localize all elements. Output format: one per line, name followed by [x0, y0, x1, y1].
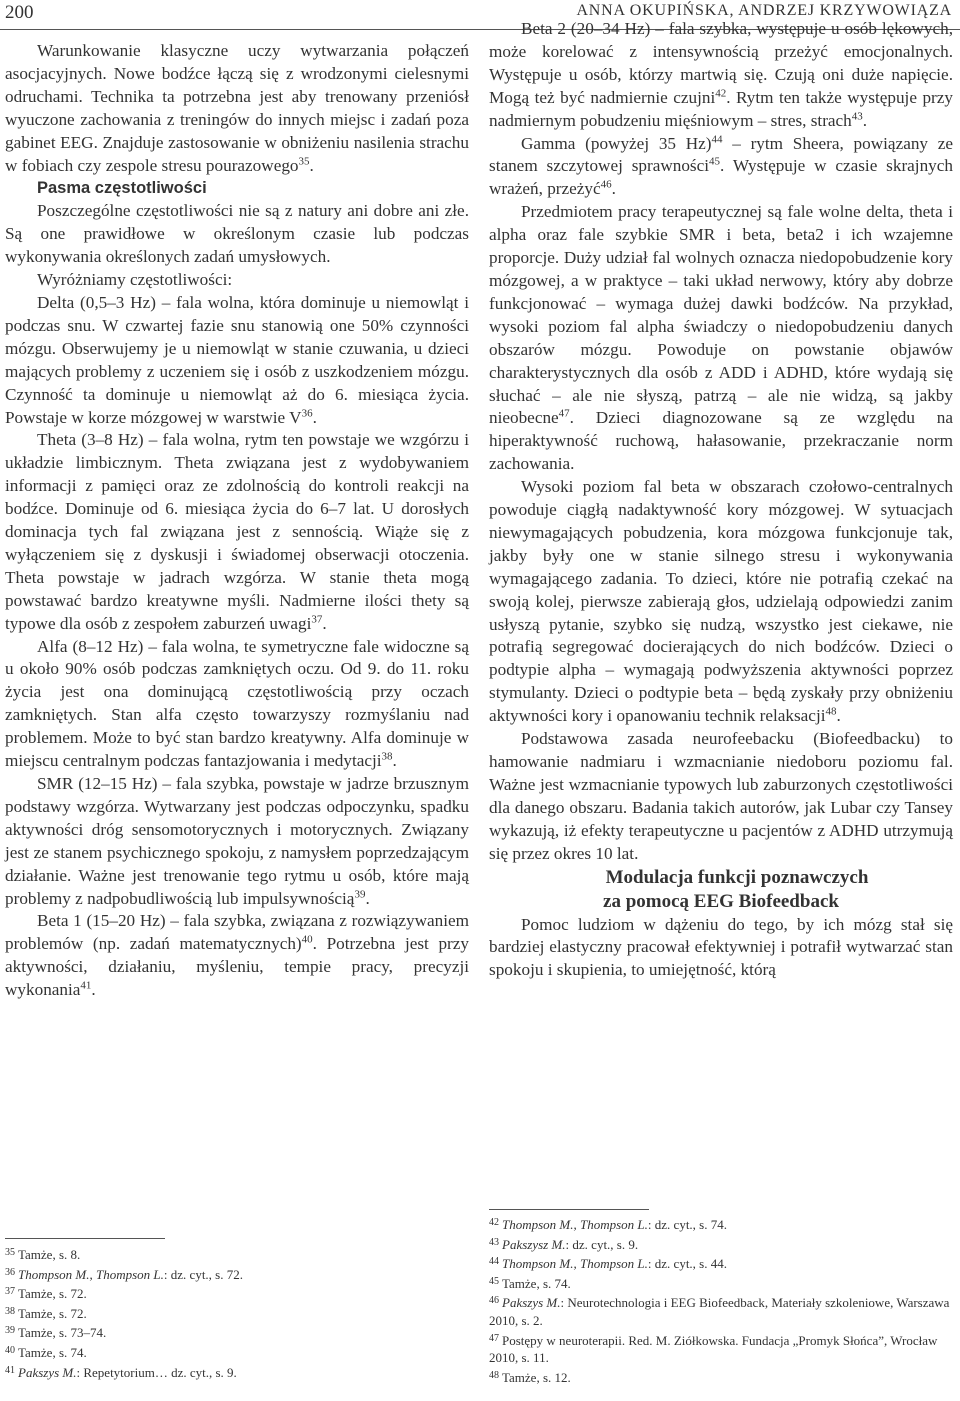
footnote — [489, 1234, 954, 1254]
footnote-ref[interactable]: 45 — [709, 155, 721, 168]
footnote-text: Tamże, s. 74. — [18, 1344, 87, 1360]
footnote-text: Tamże, s. 74. — [502, 1275, 571, 1291]
footnote-ref[interactable]: 37 — [311, 612, 323, 625]
footnote-number: 48 — [489, 1369, 499, 1381]
paragraph: Gamma (powyżej 35 Hz)$^{44}$ – rytm Sheera, powiązany ze stanem szczytowej sprawności$^{45}$. Występuje w czasie skrajnych wrażeń, przeżyć$^{46}$. — [489, 132, 953, 199]
footnote — [5, 1362, 455, 1382]
footnote — [489, 1253, 954, 1273]
footnote — [5, 1264, 455, 1284]
section-heading: Pasma częstotliwości — [37, 179, 207, 198]
footnote-text: : dz. cyt., s. 72. — [163, 1266, 243, 1282]
footnote — [5, 1244, 455, 1264]
footnote — [489, 1367, 954, 1387]
footnotes-right — [489, 1214, 954, 1386]
footnote-number: 39 — [5, 1325, 15, 1337]
paragraph: Theta (3–8 Hz) – fala wolna, rytm ten powstaje we wzgórzu i układzie limbicznym. Theta związana jest z wydobywaniem informacji z pamięci oraz ze zdolnością do kontroli reakcji na bodźce. Dominuje od 6. miesiąca życia do 6–7 lat. U dorosłych dominacja tych fal związana jest z sennością. Wiąże się z wyłączeniem się z dyskusji i świadomej obserwacji otoczenia. Theta powstaje w jadrach wzgórza. W stanie theta mogą powstawać bardzo kreatywne myśli. Nadmierne ilości thety są typowe dla osób z zespołem zaburzeń uwagi$^{37}$. — [5, 430, 469, 633]
footnote-author: Pakszys M. — [18, 1364, 77, 1380]
footnote-number: 44 — [489, 1256, 499, 1268]
footnote-text: Postępy w neuroterapii. Red. M. Ziółkowska. Fundacja „Promyk Słońca”, Wrocław 2010, s. 11. — [489, 1332, 938, 1366]
footnote-number: 43 — [489, 1236, 499, 1248]
footnote-number: 36 — [5, 1266, 15, 1278]
footnote-rule — [489, 1209, 649, 1210]
paragraph: Przedmiotem pracy terapeutycznej są fale wolne delta, theta i alpha oraz fale szybkie SMR i beta, beta2 i ich wzajemne proporcje. Duży udział fal wolnych oznacza niedopobudzenie kory mózgowej, a w praktyce – taki układ nerwowy, który aby dobrze funkcjonować – wymaga dużej dawki bodźców. Na przykład, wysoki poziom fal alpha świadczy o niedopobudzeniu danych obszarów mózgu. Powoduje on powstanie objawów charakterystycznych dla osób z ADD i ADHD, które wydają się słuchać – ale nie słyszą, patrzą – ale nie widzą, są jakby nieobecne$^{47}$. Dzieci diagnozowane są ze względu na hiperaktywność ruchową, hałasowanie, przekraczanie norm zachowania. — [489, 202, 953, 474]
footnote-text: : dz. cyt., s. 74. — [647, 1217, 727, 1232]
footnote-text: Tamże, s. 12. — [502, 1369, 571, 1385]
footnote-text: : dz. cyt., s. 44. — [647, 1256, 727, 1272]
footnote-rule — [5, 1238, 165, 1239]
paragraph: SMR (12–15 Hz) – fala szybka, powstaje w jadrze brzusznym podstawy wzgórza. Wytwarzany jest podczas odpoczynku, spadku aktywności dróg sensomotorycznych i motorycznych. Związany jest ze stanem psychicznego spokoju, z namysłem poprzedzającym działanie. Ważne jest trenowanie tego rytmu u osób, które mają problemy z nadpobudliwością lub impulsywnością$^{39}$. — [5, 774, 469, 908]
footnote-number: 47 — [489, 1332, 499, 1344]
footnote-number: 42 — [489, 1217, 499, 1228]
paragraph: Wysoki poziom fal beta w obszarach czołowo-centralnych powoduje ciągłą nadaktywność kory mózgowej. W sytuacjach niewymagających pobudzenia, kora mózgowa funkcjonuje tak, jakby były one w stanie silnego stresu i wykonywania wymagającego zadania. To dzieci, które nie potrafią czekać na swoją kolej, pierwsze zabierają głos, udzielają odpowiedzi zanim usłyszą pytanie, szybko się nudzą, wszystko jest ciekawe, nie potrafią segregować docierających do nich bodźców. Dzieci o podtypie alpha – wymagają podwyższenia aktywności poprzez stymulanty. Dzieci o podtypie beta – będą zyskały przy obniżeniu aktywności kory i opanowaniu technik relaksacji$^{48}$. — [489, 477, 953, 726]
footnote-ref[interactable]: 42 — [715, 86, 727, 99]
footnote-ref[interactable]: 44 — [711, 132, 723, 145]
page-number: 200 — [5, 2, 34, 23]
footnote-text: : dz. cyt., s. 9. — [565, 1236, 639, 1252]
footnote-number: 46 — [489, 1295, 499, 1307]
footnote-number: 40 — [5, 1344, 15, 1356]
footnote-text: Tamże, s. 72. — [18, 1305, 87, 1321]
footnote — [5, 1342, 455, 1362]
footnote — [489, 1292, 954, 1329]
footnote-text: Tamże, s. 8. — [18, 1247, 81, 1262]
footnote-author: Thompson M., Thompson L. — [18, 1266, 164, 1282]
footnote-text: : Neurotechnologia i EEG Biofeedback, Materiały szkoleniowe, Warszawa 2010, s. 2. — [489, 1295, 950, 1328]
footnote-text: Tamże, s. 72. — [18, 1286, 87, 1302]
footnote — [5, 1322, 455, 1342]
paragraph: Wyróżniamy częstotliwości: — [37, 270, 233, 290]
paragraph: Delta (0,5–3 Hz) – fala wolna, która dominuje u niemowląt i podczas snu. W czwartej fazie snu stanowią one 50% czynności mózgu. Obserwujemy je u niemowląt w stanie czuwania, u dzieci mających problemy z uczeniem się i osób z uszkodzeniem mózgu. Czynność ta dominuje u niemowląt aż do 6. miesiąca życia. Powstaje w korze mózgowej w warstwie $V^{36}$. — [5, 292, 469, 427]
footnote-number: 41 — [5, 1364, 15, 1376]
footnotes-left — [5, 1244, 455, 1381]
footnote-author: Pakszys M. — [502, 1295, 561, 1311]
paragraph: Beta 1 (15–20 Hz) – fala szybka, związana z rozwiązywaniem problemów (np. zadań matematycznych)$^{40}$. Potrzebna jest przy aktywności, działaniu, myśleniu, tempie pracy, precyzji wykonania$^{41}$. — [5, 911, 469, 1000]
footnote-ref[interactable]: 47 — [558, 407, 570, 420]
footnote-ref[interactable]: 46 — [600, 178, 612, 191]
running-head-authors: ANNA OKUPIŃSKA, ANDRZEJ KRZYWOWIĄZA — [576, 2, 952, 19]
footnote-author: Pakszysz M. — [502, 1236, 566, 1252]
footnote — [489, 1330, 954, 1367]
footnote-ref[interactable]: 48 — [825, 705, 837, 718]
footnote-ref[interactable]: 38 — [381, 750, 393, 763]
footnote — [5, 1303, 455, 1323]
footnote-ref[interactable]: 39 — [354, 887, 366, 900]
paragraph: Poszczególne częstotliwości nie są z natury ani dobre ani złe. Są one prawidłowe w określonym czasie lub podczas wykonywania określonych zadań umysłowych. — [5, 201, 469, 267]
footnote-text: : Repetytorium… dz. cyt., s. 9. — [76, 1364, 237, 1380]
right-column — [489, 18, 953, 982]
footnote — [489, 1273, 954, 1293]
footnote-ref[interactable]: 36 — [301, 406, 313, 419]
footnote-number: 37 — [5, 1286, 15, 1298]
paragraph: Podstawowa zasada neurofeebacku (Biofeedbacku) to hamowanie nadmiaru i wzmacnianie niedoboru poziomu fal. Ważne jest wzmacnianie typowych lub zaburzonych częstotliwości dla danego obszaru. Badania takich autorów, jak Lubar czy Tansey wykazują, iż efekty terapeutyczne u pacjentów z ADHD utrzymują się przez okres 10 lat. — [489, 729, 953, 863]
footnote-author: Thompson M., Thompson L. — [502, 1217, 648, 1232]
paragraph: Alfa (8–12 Hz) – fala wolna, te symetryczne fale widoczne są u około 90% osób podczas zamkniętych oczu. Od 9. do 11. roku życia jest ona dominującą częstotliwością przy oczach zamkniętych. Stan alfa często towarzyszy rozmyślaniu nad problemem. Może to być stan bardzo kreatywny. Alfa dominuje w miejscu centralnym podczas fantazjowania i medytacji$^{38}$. — [5, 636, 469, 771]
footnote-number: 35 — [5, 1247, 15, 1258]
paragraph: Warunkowanie klasyczne uczy wytwarzania połączeń asocjacyjnych. Nowe bodźce łączą się z wrodzonymi cielesnymi odruchami. Technika ta potrzebna jest aby trenowany przeniósł wyuczone zachowania z treningów do innych miejsc i zadań poza gabinet EEG. Znajduje zastosowanie w obniżeniu nasilenia strachu w fobiach czy zespole stresu pourazowego$^{35}$. — [5, 41, 469, 175]
footnote-text: Tamże, s. 73–74. — [18, 1325, 107, 1341]
footnote — [5, 1283, 455, 1303]
footnote-number: 45 — [489, 1275, 499, 1287]
paragraph: Beta 2 (20–34 Hz) – fala szybka, występuje u osób lękowych, może korelować z intensywnością przeżyć emocjonalnych. Występuje u osób, którzy martwią się. Czują oni duże napięcie. Mogą też być nadmiernie czujni$^{42}$. Rytm ten także występuje przy nadmiernym pobudzeniu mięśniowym – stres, strach$^{43}$. — [489, 19, 953, 130]
footnote-author: Thompson M., Thompson L. — [502, 1256, 648, 1272]
footnote-ref[interactable]: 41 — [80, 979, 92, 992]
footnote-ref[interactable]: 43 — [851, 109, 863, 122]
footnote — [489, 1214, 954, 1234]
footnote-number: 38 — [5, 1305, 15, 1317]
paragraph: Pomoc ludziom w dążeniu do tego, by ich mózg stał się bardziej elastyczny pracował efektywniej i potrafił wytwarzać stan spokoju i skupienia, to umiejętność, którą — [489, 914, 953, 980]
footnote-ref[interactable]: 35 — [298, 154, 310, 167]
section-heading: Modulacja funkcji poznawczych za pomocą EEG Biofeedback — [603, 866, 869, 912]
footnote-ref[interactable]: 40 — [301, 933, 313, 946]
left-column — [5, 40, 469, 1002]
